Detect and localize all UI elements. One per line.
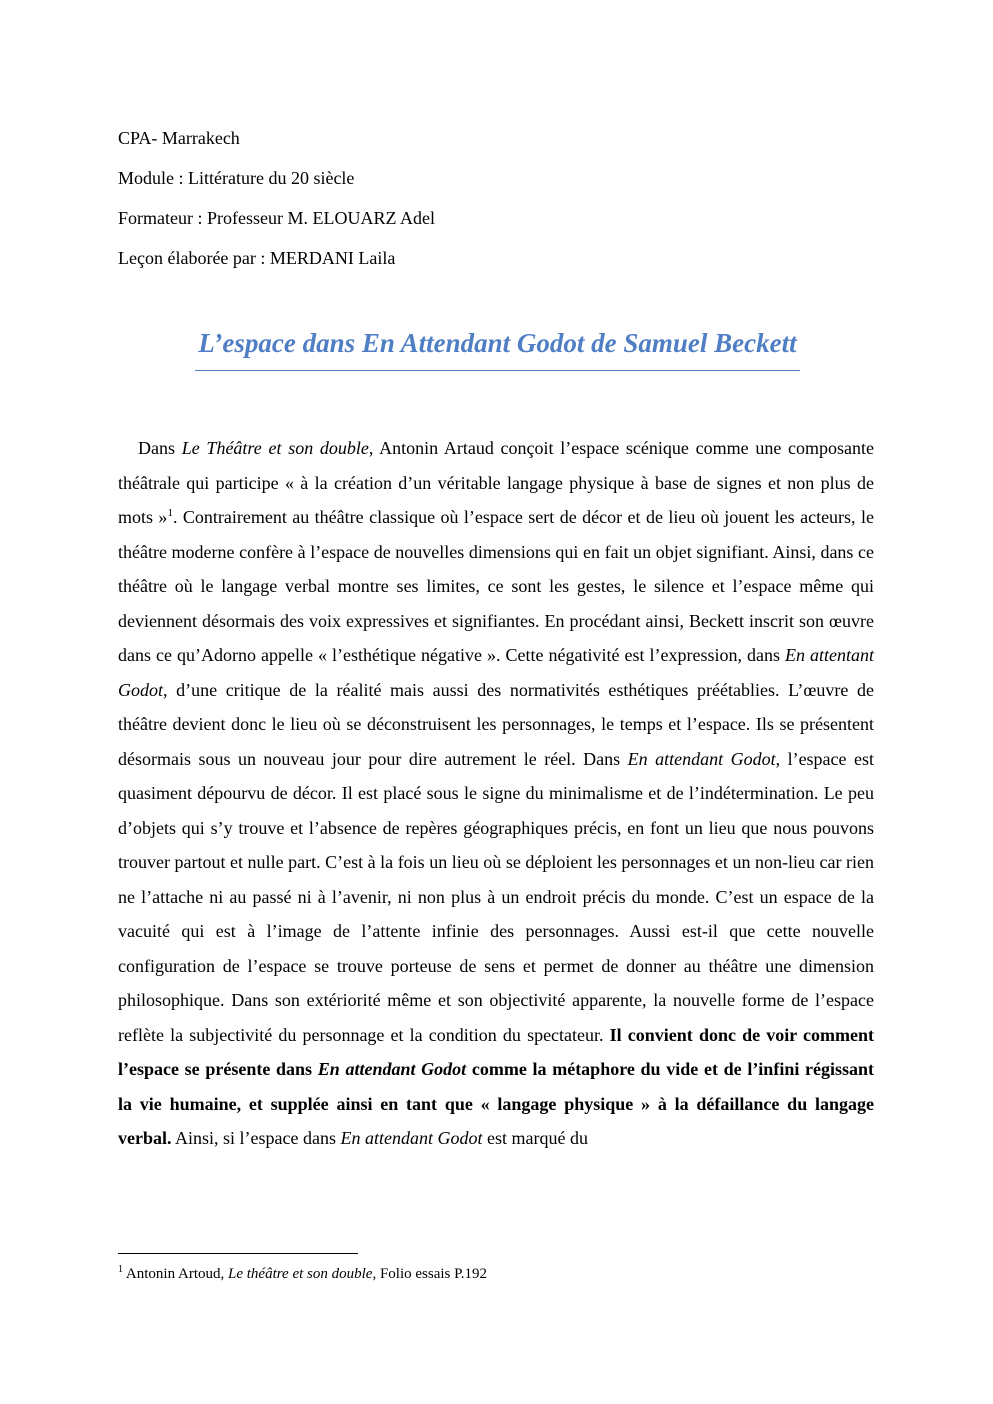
work-title-bold-italic: En attendant Godot — [317, 1059, 467, 1079]
bold-run: Il convient donc de voir comment l’espace se présente dans — [118, 1024, 874, 1079]
title-underline — [195, 370, 800, 371]
text-run: Ainsi, si l’espace dans — [171, 1128, 341, 1148]
work-title-italic: En attentant Godot, — [118, 645, 874, 700]
trainer-line: Formateur : Professeur M. ELOUARZ Adel — [118, 208, 435, 228]
work-title-italic: Le Théâtre et son double — [181, 438, 369, 458]
footnote-reference[interactable]: 1 — [167, 507, 173, 519]
text-run: est marqué du — [482, 1128, 588, 1148]
author-line: Leçon élaborée par : MERDANI Laila — [118, 248, 396, 268]
footnote-separator — [118, 1253, 358, 1254]
module-line: Module : Littérature du 20 siècle — [118, 168, 355, 188]
bold-run: comme la métaphore du vide et de l’infini régissant la vie humaine, et supplée ainsi en tant que « langage physique » à la défaillance du langage verbal. — [118, 1059, 875, 1148]
text-run: . Contrairement au théâtre classique où l’espace sert de décor et de lieu où jouent les acteurs, le théâtre moderne confère à l’espace de nouvelles dimensions qui en fait un objet signifiant. Ainsi, dans ce théâtre où le langage verbal montre ses limites, ce sont les gestes, le silence et l’espace même qui deviennent désormais des voix expressives et signifiantes. En procédant ainsi, Beckett inscrit son œuvre dans ce qu’Adorno appelle « l’esthétique négative ». Cette négativité est l’expression, dans — [118, 507, 874, 665]
footnote-number: 1 — [118, 1264, 123, 1275]
document-header — [118, 118, 435, 278]
text-run: , l’espace est quasiment dépourvu de décor. Il est placé sous le signe du minimalisme et de l’indétermination. Le peu d’objets qui s’y trouve et l’absence de repères géographiques précis, en font un lieu que nous pouvons trouver partout et nulle part. C’est à la fois un lieu où se déploient les personnages et un non-lieu car rien ne l’attache ni au passé ni à l’avenir, ni non plus à un endroit précis du monde. C’est un espace de la vacuité qui est à l’image de l’attente infinie des personnages. Aussi est-il que cette nouvelle configuration de l’espace se trouve porteuse de sens et permet de donner au théâtre une dimension philosophique. Dans son extériorité même et son objectivité apparente, la nouvelle forme de l’espace reflète la subjectivité du personnage et la condition du spectateur. — [118, 748, 875, 1045]
footnote-work-title: Le théâtre et son double — [228, 1266, 373, 1282]
text-run: d’une critique de la réalité mais aussi des normativités esthétiques préétablies. L’œuvre de théâtre devient donc le lieu où se déconstruisent les personnages, le temps et l’espace. Ils se présentent désormais sous un nouveau jour pour dire autrement le réel. Dans — [118, 679, 874, 769]
footnote-text: , Folio essais P.192 — [372, 1266, 488, 1282]
text-run: Dans — [138, 438, 182, 458]
body-paragraph — [118, 431, 874, 1156]
footnote-text: Antonin Artoud, — [123, 1266, 229, 1282]
footnote — [118, 1264, 487, 1284]
institution-line: CPA- Marrakech — [118, 128, 240, 148]
document-title: L’espace dans En Attendant Godot de Samuel Beckett — [198, 328, 797, 358]
work-title-italic: En attendant Godot — [627, 748, 776, 769]
work-title-italic: En attendant Godot — [340, 1128, 483, 1148]
text-run: , Antonin Artaud conçoit l’espace scénique comme une composante théâtrale qui participe « à la création d’un véritable langage physique à base de signes et non plus de mots » — [118, 438, 875, 527]
